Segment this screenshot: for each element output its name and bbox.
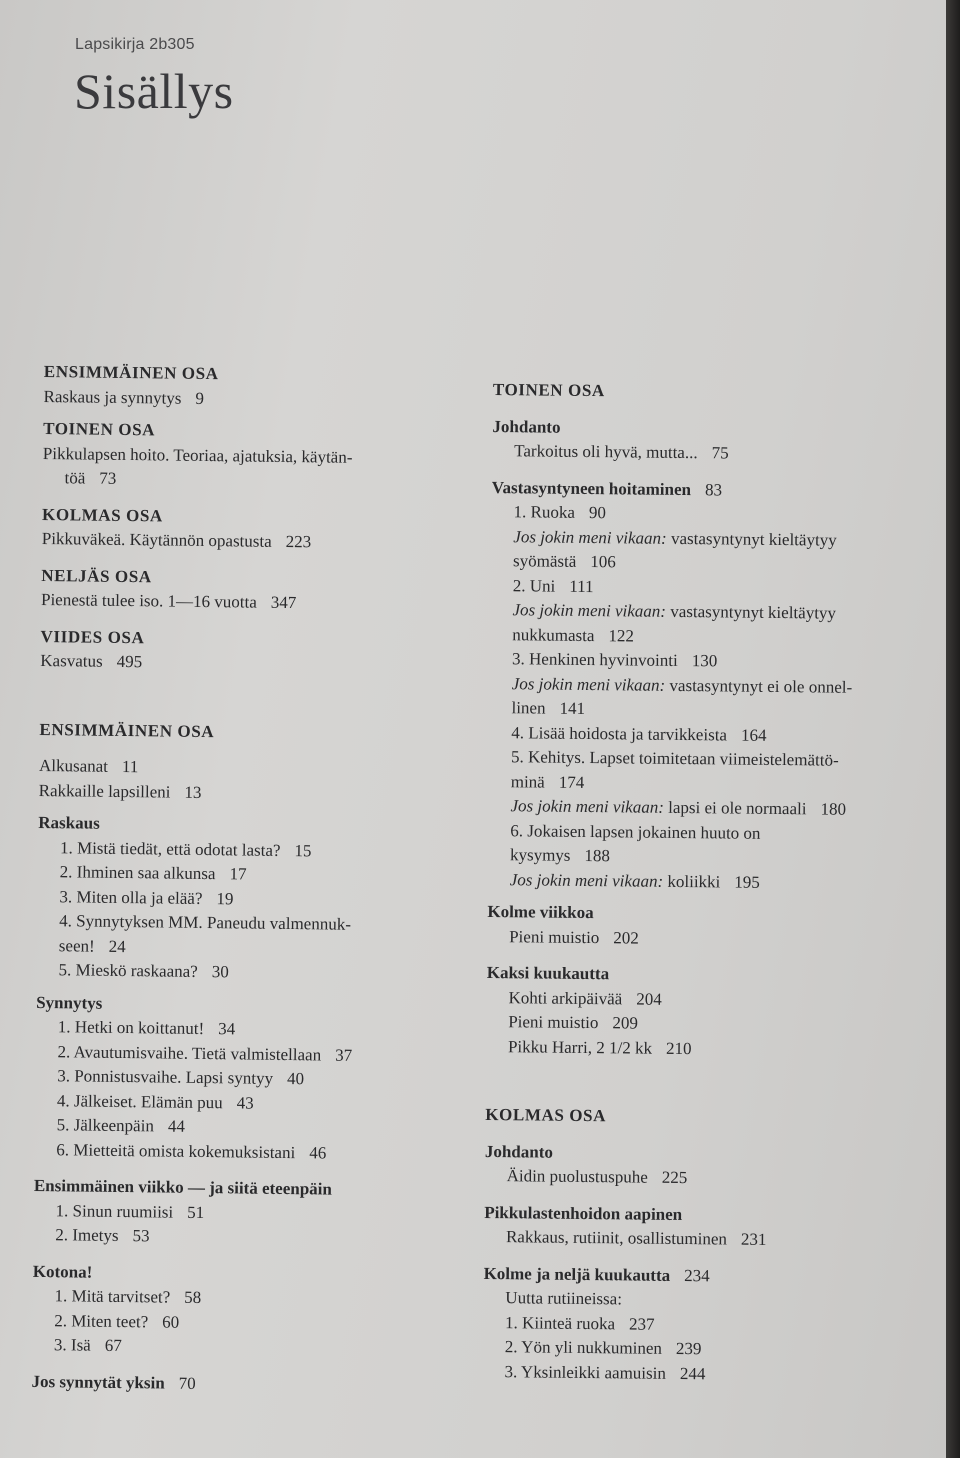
entry-text: syömästä [512,551,577,571]
item-number: 5. [56,1115,70,1135]
entry-text: vastasyntynyt ei ole onnel- [669,675,853,697]
entry-text: Kohti arkipäivää [508,987,623,1008]
page-number: 111 [569,576,594,596]
page-number: 34 [218,1019,236,1039]
part-heading: ENSIMMÄINEN OSA [39,719,215,741]
item-number: 5. [510,747,524,767]
overview-entry [41,588,451,618]
page-edge-shadow [946,0,960,1458]
toc-entry [489,745,909,774]
toc-entry [39,778,449,808]
page-number: 30 [211,962,229,982]
item-number: 1. [54,1286,68,1306]
page-number: 195 [734,872,760,892]
entry-text: Imetys [72,1225,119,1245]
item-number: 6. [56,1139,70,1159]
page-number: 73 [99,468,117,488]
overview-part-3 [42,502,453,556]
toc-entry [492,439,912,468]
page-number: 141 [559,698,586,718]
page-number: 44 [167,1116,186,1136]
entry-text: Kehitys. Lapset toimitetaan viimeistelemättö- [527,747,839,770]
item-number: 2. [512,575,526,595]
page-number: 9 [195,388,205,408]
entry-text: Pieni muistio [508,1012,599,1033]
entry-text: Pikku Harri, 2 1/2 kk [507,1036,653,1058]
entry-text: Kasvatus [40,650,103,671]
part-heading: KOLMAS OSA [42,504,164,525]
entry-text: minä [510,771,545,792]
entry-text: Isä [70,1335,91,1355]
page-number: 60 [162,1312,180,1332]
page-number: 51 [187,1202,205,1222]
section-heading: Synnytys [36,992,103,1013]
item-number: 2. [57,1041,71,1061]
page-number: 239 [675,1338,702,1359]
entry-text: Vastasyntyneen hoitaminen [491,477,692,499]
page-number: 83 [704,479,723,499]
entry-text: Kiinteä ruoka [522,1312,616,1333]
entry-text: Mistä tiedät, että odotat lasta? [76,837,281,860]
item-number: 3. [504,1361,518,1381]
part-heading: TOINEN OSA [492,379,605,401]
entry-text: linen [511,698,546,718]
toc-left-column [31,360,454,1399]
jos-label: Jos jokin meni vikaan: [511,673,666,695]
entry-text: koliikki [667,871,721,891]
entry-text: Pienestä tulee iso. 1—16 vuotta [40,589,257,612]
entry-text: Yön yli nukkuminen [521,1337,663,1358]
page-number: 122 [608,625,635,645]
section-heading: Johdanto [492,416,561,437]
toc-entry [484,1225,904,1254]
item-number: 4. [59,911,73,931]
part-heading: NELJÄS OSA [41,565,152,586]
toc-entry [482,1359,902,1388]
toc-entry [34,1137,444,1167]
overview-part-1 [43,360,454,414]
item-number: 2. [504,1337,518,1357]
page-number: 58 [184,1287,202,1307]
entry-text: Miten teet? [71,1310,149,1331]
overview [40,360,454,678]
page-number: 90 [588,503,607,523]
entry-text: Pikkuväkeä. Käytännön opastusta [41,528,272,551]
toc-entry [36,958,446,988]
item-number: 3. [511,649,525,669]
jos-label: Jos jokin meni vikaan: [509,869,664,891]
page-number: 210 [665,1038,692,1058]
section-heading: Johdanto [484,1141,554,1162]
entry-text: Mitä tarvitset? [71,1286,171,1307]
page-number: 237 [629,1313,655,1334]
page-number: 11 [121,756,139,777]
page-number: 53 [132,1226,150,1246]
toc-entry [32,1333,442,1363]
item-number: 3. [59,886,73,906]
entry-text: vastasyntynyt kieltäytyy [670,601,837,623]
page-number: 17 [229,864,247,884]
page-number: 15 [294,840,312,860]
item-number: 2. [54,1310,68,1330]
entry-text: Pieni muistio [509,926,600,947]
entry-text: Ihminen saa alkunsa [76,862,216,884]
page-number: 75 [711,443,729,463]
page-number: 164 [740,725,767,745]
item-number: 1. [55,1200,69,1220]
section-heading: Raskaus [38,812,100,833]
item-number: 2. [59,862,73,882]
jos-label: Jos jokin meni vikaan: [510,796,665,817]
entry-text: vastasyntynyt kieltäytyy [670,528,837,550]
page-number: 234 [684,1265,710,1285]
toc-entry [483,1335,903,1364]
page-number: 204 [636,989,662,1009]
overview-part-2 [42,417,453,496]
entry-text: Ruoka [530,502,576,522]
entry-text: Rakkaille lapsilleni [38,780,171,802]
section-heading: Kotona! [32,1261,93,1282]
toc-entry-cont [491,549,911,578]
page-number: 43 [236,1092,254,1113]
entry-text: Lisää hoidosta ja tarvikkeista [528,722,728,744]
entry-text: Henkinen hyvinvointi [528,649,678,670]
entry-text: Avautumisvaihe. Tietä valmistellaan [73,1041,322,1064]
item-number: 5. [58,960,72,980]
overview-entry [42,527,452,557]
entry-text: Sinun ruumiisi [72,1200,174,1222]
page-number: 209 [612,1013,639,1033]
entry-text: Kolme ja neljä kuukautta [483,1263,671,1285]
page-number: 231 [740,1229,767,1249]
part-heading: TOINEN OSA [43,418,156,440]
toc-entry [490,598,910,627]
toc-entry [33,1223,443,1253]
overview-part-5 [40,624,451,678]
part-heading: VIIDES OSA [40,626,145,647]
page-number: 244 [679,1363,706,1383]
part-heading: ENSIMMÄINEN OSA [43,361,219,384]
book-label: Lapsikirja 2b305 [75,36,195,53]
page-number: 225 [661,1167,688,1188]
item-number: 1. [505,1312,518,1332]
section-heading [31,1369,441,1399]
toc-entry [490,647,910,676]
toc-subheading: Uutta rutiineissa: [505,1288,623,1309]
overview-entry-cont [42,466,452,496]
page-number: 106 [590,552,616,572]
toc-entry-cont [488,843,908,872]
part-heading: KOLMAS OSA [485,1104,607,1126]
page-title: Sisällys [74,63,234,119]
page-number: 495 [116,651,143,672]
entry-text: Äidin puolustuspuhe [506,1166,648,1187]
overview-entry [40,649,450,679]
page-number: 188 [584,845,611,866]
page-number: 46 [309,1142,327,1163]
entry-text: Ponnistusvaihe. Lapsi syntyy [74,1066,274,1088]
item-number: 3. [53,1335,67,1355]
section-heading: Kolme viikkoa [487,901,594,923]
toc-entry [486,1034,906,1063]
entry-text: lapsi ei ole normaali [668,797,807,819]
page-number: 40 [286,1069,305,1089]
section-heading: Ensimmäinen viikko — ja siitä eteenpäin [33,1175,333,1199]
page-number: 13 [184,782,202,802]
toc-right-column [482,378,913,1388]
toc-entry-cont [489,696,909,725]
overview-part-4 [41,563,452,617]
page-number: 24 [108,936,126,956]
jos-label: Jos jokin meni vikaan: [512,600,667,621]
entry-text: Rakkaus, rutiinit, osallistuminen [505,1227,728,1249]
entry-text: Jälkeiset. Elämän puu [73,1090,223,1112]
entry-text: Mietteitä omista kokemuksistani [73,1139,296,1162]
entry-text: Synnytyksen MM. Paneudu valmennuk- [76,911,352,934]
toc-entry [488,867,908,896]
entry-text: seen! [58,935,95,956]
item-number: 4. [511,722,525,742]
page-number: 67 [104,1335,122,1356]
item-number: 6. [510,820,524,840]
page-number: 130 [691,651,718,671]
entry-text: nukkumasta [512,624,595,645]
page-number: 180 [820,799,847,819]
item-number: 2. [55,1225,69,1245]
entry-text: Raskaus ja synnytys [43,386,182,408]
entry-text: kysymys [509,845,571,865]
item-number: 1. [513,502,527,522]
entry-text: Jälkeenpäin [73,1115,155,1136]
entry-text: Tarkoitus oli hyvä, mutta... [514,441,698,463]
page-number: 174 [558,772,585,792]
toc-entry [487,924,907,953]
toc-entry [486,1010,906,1039]
item-number: 4. [56,1090,70,1110]
page-number: 202 [613,927,639,948]
page-number: 19 [216,888,234,908]
entry-text: Uni [529,575,556,596]
page-number: 347 [270,592,297,613]
jos-label: Jos jokin meni vikaan: [513,526,667,548]
entry-text: Alkusanat [38,755,109,776]
section-heading: Pikkulastenhoidon aapinen [484,1202,683,1224]
entry-text: Yksinleikki aamuisin [520,1361,667,1383]
section-heading: Kaksi kuukautta [486,962,610,984]
entry-text: Hetki on koittanut! [74,1017,205,1039]
toc-entry [488,794,908,823]
entry-text: Jos synnytät yksin [31,1371,165,1393]
entry-text: Miten olla ja elää? [76,886,203,908]
item-number: 1. [59,837,73,857]
toc-entry [485,1164,905,1193]
overview-entry [43,384,453,414]
item-number: 1. [57,1017,71,1037]
toc-entry [491,500,911,529]
entry-text: Mieskö raskaana? [75,960,198,981]
page-number: 70 [178,1373,196,1393]
item-number: 3. [57,1066,71,1086]
entry-text: Pikkulapsen hoito. Teoriaa, ajatuksia, käytän- [42,443,353,467]
page-number: 37 [335,1045,353,1065]
entry-text: Jokaisen lapsen jokainen huuto on [527,820,761,843]
page-number: 223 [285,531,312,552]
entry-text: töä [64,468,86,488]
